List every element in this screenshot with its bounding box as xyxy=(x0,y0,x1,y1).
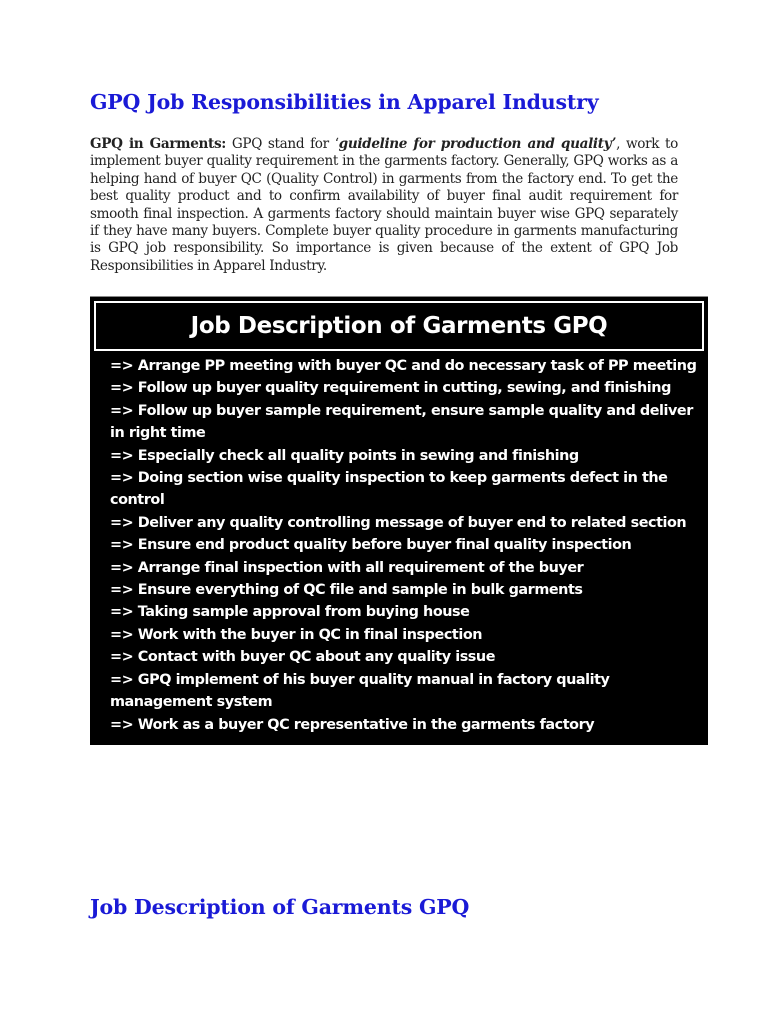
duty-item: => Ensure end product quality before buyer final quality inspection xyxy=(110,537,632,554)
banner-title-box xyxy=(94,301,704,351)
job-description-banner xyxy=(90,296,708,745)
duty-list xyxy=(110,355,700,736)
intro-paragraph xyxy=(90,136,678,275)
intro-body: , work to implement buyer quality requirement in the garments factory. Generally, GPQ works as a helping hand of buyer QC (Quality Control) in garments from the factory end. To get the best quality product and to confirm availability of buyer final audit requirement for smooth final inspection. A garments factory should maintain buyer wise GPQ separately if they have many buyers. Complete buyer quality procedure in garments manufacturing is GPQ job responsibility. So importance is given because of the extent of GPQ Job Responsibilities in Apparel Industry. xyxy=(90,136,678,274)
duty-item: => Follow up buyer quality requirement in cutting, sewing, and finishing xyxy=(110,380,671,397)
duty-item: => Especially check all quality points in sewing and finishing xyxy=(110,447,579,464)
duty-item: => Ensure everything of QC file and sample in bulk garments xyxy=(110,582,583,599)
duty-item: => Work with the buyer in QC in final inspection xyxy=(110,626,483,643)
duty-item: => Taking sample approval from buying house xyxy=(110,604,470,621)
banner-title: Job Description of Garments GPQ xyxy=(190,313,608,339)
page-title: GPQ Job Responsibilities in Apparel Industry xyxy=(90,90,599,114)
duty-item: => Follow up buyer sample requirement, ensure sample quality and deliver in right time xyxy=(110,402,693,442)
duty-item: => Deliver any quality controlling message of buyer end to related section xyxy=(110,514,687,531)
duty-item: => Work as a buyer QC representative in the garments factory xyxy=(110,716,595,733)
duty-item: => Doing section wise quality inspection to keep garments defect in the control xyxy=(110,470,668,509)
intro-term: guideline for production and quality’ xyxy=(338,136,617,152)
intro-before-term: GPQ stand for ‘ xyxy=(225,136,339,152)
duty-item: => Arrange final inspection with all requirement of the buyer xyxy=(110,559,584,576)
duty-item: => GPQ implement of his buyer quality manual in factory quality management system xyxy=(110,671,610,711)
duty-item: => Arrange PP meeting with buyer QC and do necessary task of PP meeting xyxy=(110,358,697,374)
intro-lead: GPQ in Garments: xyxy=(90,136,226,152)
duty-item: => Contact with buyer QC about any quality issue xyxy=(110,649,496,666)
section-heading: Job Description of Garments GPQ xyxy=(90,895,470,919)
